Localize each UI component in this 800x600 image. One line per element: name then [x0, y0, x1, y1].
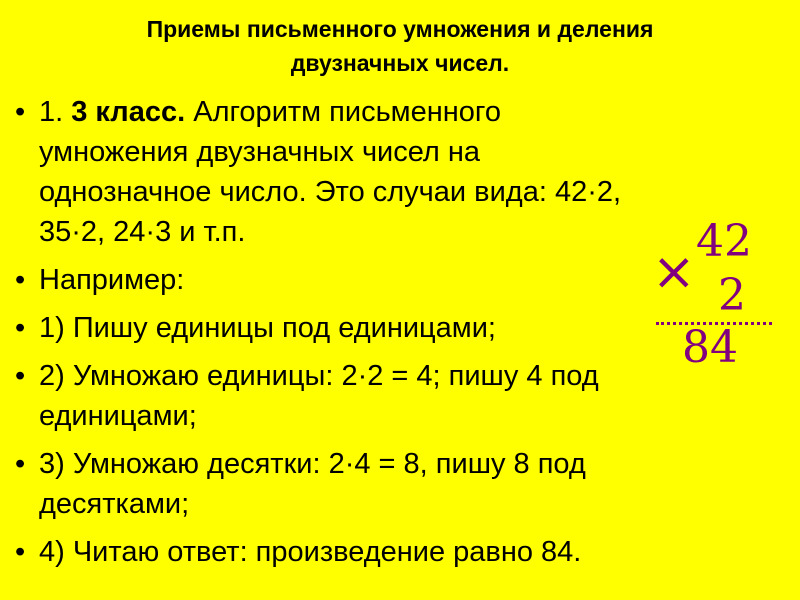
item-line: Например:	[39, 264, 185, 296]
item-line: 35·2, 24·3 и т.п.	[39, 216, 246, 248]
column-multiplication	[648, 216, 778, 373]
bullet-list	[15, 92, 750, 580]
multiplicand: 42	[696, 216, 752, 267]
item-line: единицами;	[39, 400, 197, 432]
item-line: 4) Читаю ответ: произведение равно 84.	[39, 536, 582, 568]
product-result: 84	[682, 322, 738, 373]
item-line: 3) Умножаю десятки: 2·4 = 8, пишу 8 под	[39, 448, 586, 480]
grade-label: 3 класс.	[71, 96, 186, 128]
title-line-2: двузначных чисел.	[290, 50, 510, 76]
list-item-step-2	[15, 356, 750, 436]
item-line: однозначное число. Это случаи вида: 42·2,	[39, 176, 622, 208]
list-item-grade	[15, 92, 750, 252]
bullet-icon: •	[15, 96, 26, 128]
title-line-1: Приемы письменного умножения и деления	[146, 16, 654, 42]
list-item-step-1	[15, 308, 750, 348]
item-line: 2) Умножаю единицы: 2·2 = 4; пишу 4 под	[39, 360, 599, 392]
bullet-icon: •	[15, 360, 26, 392]
list-item-example	[15, 260, 750, 300]
item-text: Алгоритм письменного	[185, 96, 501, 128]
bullet-icon: •	[15, 536, 26, 568]
slide-title	[30, 12, 770, 80]
list-item-step-3	[15, 444, 750, 524]
item-line: десятками;	[39, 488, 190, 520]
bullet-icon: •	[15, 448, 26, 480]
item-line: умножения двузначных чисел на	[39, 136, 481, 168]
item-line	[39, 92, 750, 132]
item-prefix: 1.	[39, 96, 72, 128]
multiply-sign-icon: ×	[652, 242, 696, 302]
bullet-icon: •	[15, 312, 26, 344]
multiplier: 2	[718, 270, 746, 321]
item-line: 1) Пишу единицы под единицами;	[39, 312, 496, 344]
list-item-step-4	[15, 532, 750, 572]
bullet-icon: •	[15, 264, 26, 296]
